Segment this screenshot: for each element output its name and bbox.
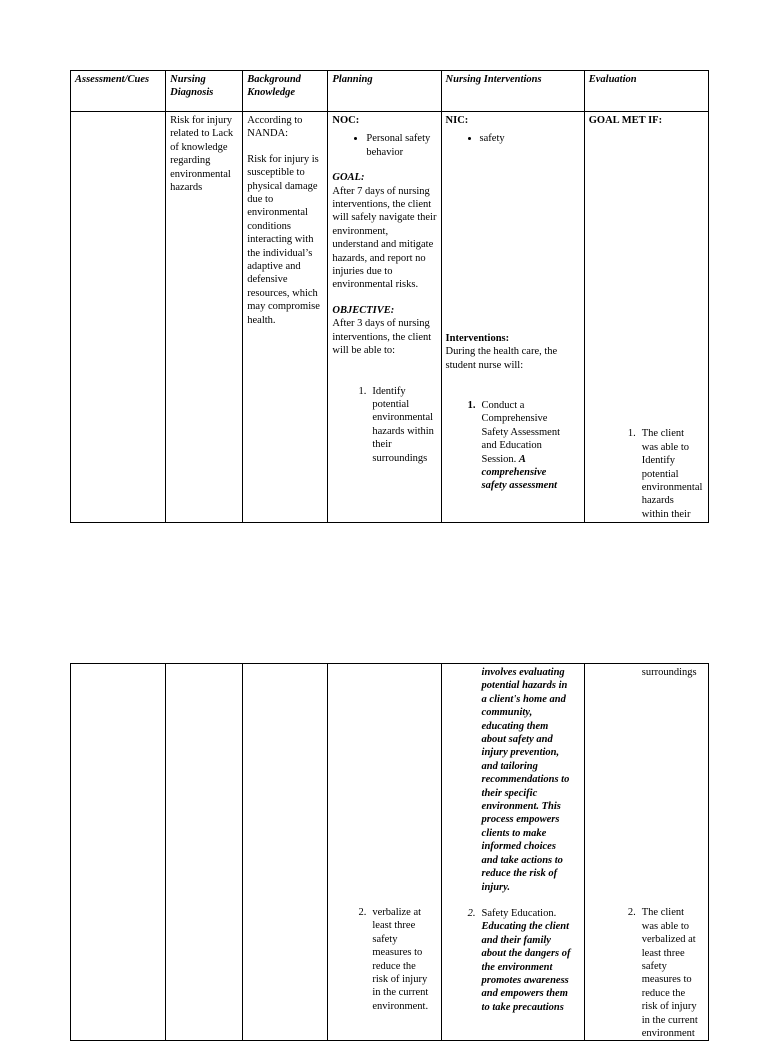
evaluation-cell [584, 112, 708, 523]
intervention-1-rationale: A comprehensive safety assessment [481, 453, 558, 492]
header-nursing-diagnosis: Nursing Diagnosis [166, 71, 243, 112]
intervention-item-1-continued [446, 666, 580, 894]
intervention-item-2 [446, 907, 580, 1014]
objective-item-2 [332, 906, 436, 1013]
diagnosis-cell [166, 112, 243, 523]
intervention-2-title: Safety Education. [481, 907, 557, 919]
objective-text-2: verbalize at least three safety measures to reduce the risk of injury in the current environment. [372, 907, 429, 1012]
header-background-knowledge: Background Knowledge [243, 71, 328, 112]
objective-text: After 3 days of nursing interventions, the client will be able to: [332, 318, 432, 357]
interventions-cell [441, 112, 584, 523]
care-plan-table-page-2 [70, 663, 709, 1041]
header-assessment: Assessment/Cues [71, 71, 166, 112]
evaluation-cell [584, 664, 708, 1041]
background-cell [243, 112, 328, 523]
diagnosis-text: Risk for injury related to Lack of knowledge regarding environmental hazards [170, 115, 234, 194]
objective-item-1 [332, 385, 436, 465]
header-evaluation: Evaluation [584, 71, 708, 112]
care-plan-table-page-1 [70, 70, 709, 523]
interventions-label: Interventions: [445, 332, 510, 344]
evaluation-2-text: The client was able to verbalized at least three safety measures to reduce the risk of injury in the current environment [641, 907, 698, 1040]
nic-label: NIC: [445, 115, 469, 126]
assessment-cell [71, 112, 166, 523]
intervention-num: 1. [467, 400, 476, 412]
evaluation-1-text-continued: surroundings [641, 667, 697, 678]
noc-item: • Personal safety behavior [366, 132, 436, 159]
goal-met-label: GOAL MET IF: [588, 115, 663, 126]
header-planning: Planning [328, 71, 441, 112]
diagnosis-cell [166, 664, 243, 1041]
background-definition: Risk for injury is susceptible to physical damage due to environmental conditions interacting with the individual’s adaptive and defensive resources, which may compromise health. [247, 153, 320, 326]
background-intro: According to NANDA: [247, 115, 303, 140]
nic-list [446, 132, 580, 145]
objective-text-1: Identify potential environmental hazards within their surroundings [372, 385, 434, 464]
objective-label: OBJECTIVE: [332, 304, 395, 316]
evaluation-item-1-continued [589, 666, 704, 679]
evaluation-num: 2. [627, 907, 636, 919]
intervention-num: 2. [467, 907, 476, 919]
interventions-cell [441, 664, 584, 1041]
objective-num: 1. [358, 385, 367, 397]
table-header-row [71, 71, 709, 112]
nic-item: • safety [480, 132, 580, 145]
goal-label: GOAL: [332, 172, 365, 184]
planning-cell [328, 664, 441, 1041]
table-row [71, 112, 709, 523]
evaluation-num: 1. [627, 428, 636, 440]
evaluation-item-1 [589, 427, 704, 521]
intervention-1-title: Conduct a Comprehensive Safety Assessment and Education Session. [481, 400, 560, 465]
header-nursing-interventions: Nursing Interventions [441, 71, 584, 112]
intervention-1-rationale-continued: involves evaluating potential hazards in a client's home and community, educating them about safety and injury prevention, and tailoring recommendations to their specific environment. This process empowers clients to make informed choices and take actions to reduce the risk of injury. [481, 667, 570, 893]
interventions-intro: During the health care, the student nurse will: [445, 346, 558, 371]
intervention-2-rationale: Educating the client and their family about the dangers of the environment promotes awareness and empowers them to take precautions [481, 921, 571, 1013]
objective-num: 2. [358, 907, 367, 918]
assessment-cell [71, 664, 166, 1041]
goal-text: After 7 days of nursing interventions, the client will safely navigate their environment, understand and mitigate hazards, and report no injuries due to environmental risks. [332, 185, 437, 291]
table-row [71, 664, 709, 1041]
noc-list [332, 132, 436, 159]
planning-cell [328, 112, 441, 523]
noc-label: NOC: [332, 115, 360, 126]
background-cell [243, 664, 328, 1041]
evaluation-item-2 [589, 906, 704, 1040]
intervention-item-1 [446, 399, 580, 493]
evaluation-1-text: The client was able to Identify potential environmental hazards within their [641, 428, 703, 520]
